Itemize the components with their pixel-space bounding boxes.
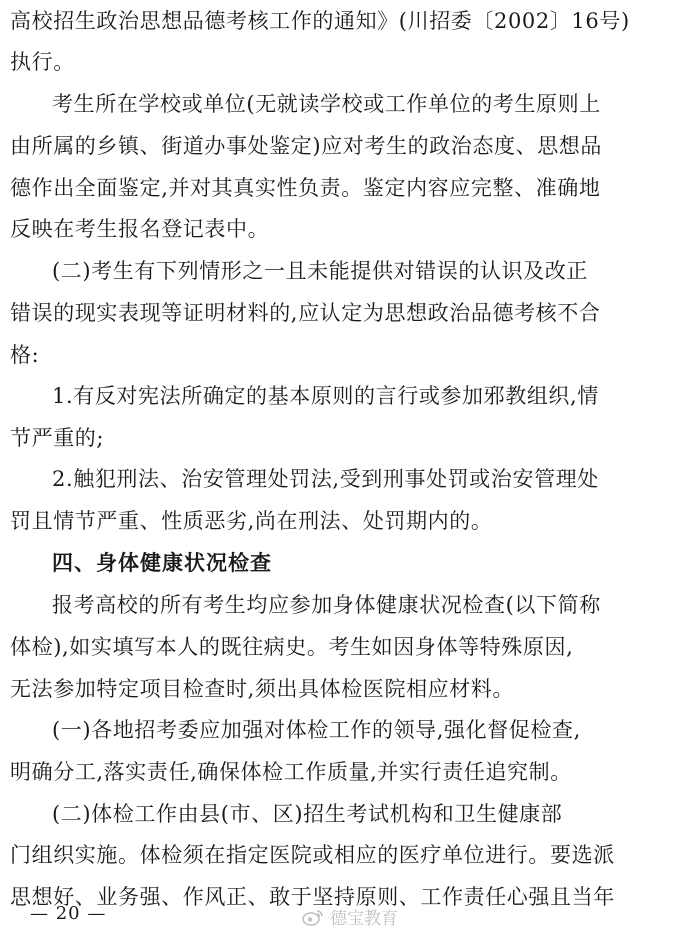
text-line-12: 2.触犯刑法、治安管理处罚法,受到刑事处罚或治安管理处: [52, 467, 599, 491]
text-line-13: 罚且情节严重、性质恶劣,尚在刑法、处罚期内的。: [10, 509, 493, 533]
weibo-icon: [302, 908, 324, 926]
text-line-8: 错误的现实表现等证明材料的,应认定为思想政治品德考核不合: [10, 301, 601, 325]
text-line-21: 门组织实施。体检须在指定医院或相应的医疗单位进行。要选派: [10, 843, 615, 867]
section-heading: 四、身体健康状况检查: [52, 551, 272, 575]
text-line-18: (一)各地招考委应加强对体检工作的领导,强化督促检查,: [52, 718, 581, 742]
text-line-17: 无法参加特定项目检查时,须出具体检医院相应材料。: [10, 677, 515, 701]
text-line-16: 体检),如实填写本人的既往病史。考生如因身体等特殊原因,: [10, 635, 574, 659]
text-line-1: 高校招生政治思想品德考核工作的通知》(川招委〔2002〕16号): [10, 9, 630, 33]
watermark: [302, 904, 398, 929]
page-number: — 20 —: [30, 903, 107, 924]
text-line-5: 德作出全面鉴定,并对其真实性负责。鉴定内容应完整、准确地: [10, 176, 601, 200]
text-line-20: (二)体检工作由县(市、区)招生考试机构和卫生健康部: [52, 802, 563, 826]
text-line-7: (二)考生有下列情形之一且未能提供对错误的认识及改正: [52, 259, 588, 283]
text-line-22: 思想好、业务强、作风正、敢于坚持原则、工作责任心强且当年: [10, 885, 615, 909]
watermark-text: 德宝教育: [330, 909, 398, 929]
text-line-19: 明确分工,落实责任,确保体检工作质量,并实行责任追究制。: [10, 760, 572, 784]
text-line-6: 反映在考生报名登记表中。: [10, 217, 270, 241]
text-line-3: 考生所在学校或单位(无就读学校或工作单位的考生原则上: [52, 92, 601, 116]
text-line-11: 节严重的;: [10, 426, 105, 450]
text-line-4: 由所属的乡镇、街道办事处鉴定)应对考生的政治态度、思想品: [10, 134, 602, 158]
text-line-10: 1.有反对宪法所确定的基本原则的言行或参加邪教组织,情: [52, 384, 599, 408]
text-line-2: 执行。: [10, 50, 75, 74]
text-line-15: 报考高校的所有考生均应参加身体健康状况检查(以下简称: [52, 593, 601, 617]
text-line-9: 格:: [10, 343, 40, 367]
